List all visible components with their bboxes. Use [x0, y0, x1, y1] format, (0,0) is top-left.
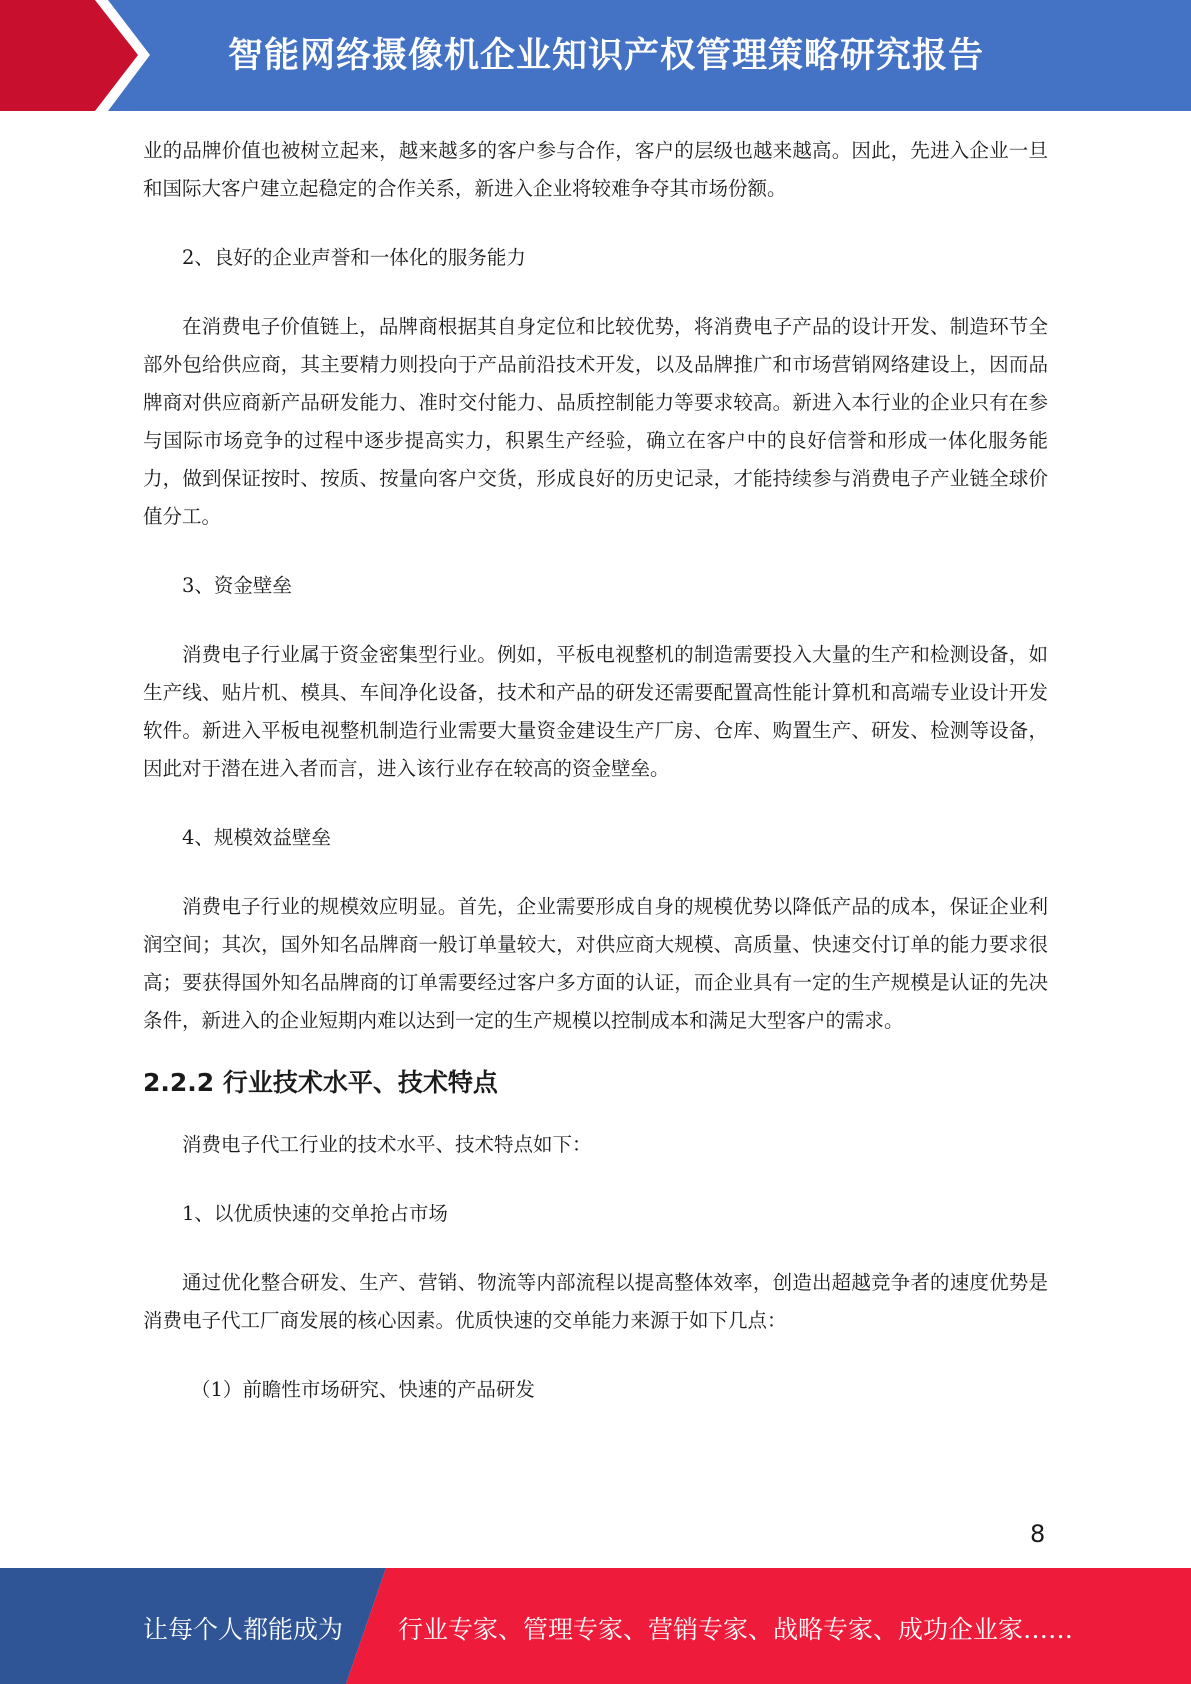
paragraph: 通过优化整合研发、生产、营销、物流等内部流程以提高整体效率，创造出超越竞争者的速度优势是消费电子代工厂商发展的核心因素。优质快速的交单能力来源于如下几点：: [143, 1271, 1048, 1332]
section-heading: 2.2.2 行业技术水平、技术特点: [143, 1068, 498, 1097]
footer-slogan-left: 让每个人都能成为: [143, 1615, 344, 1644]
page-header: [0, 0, 1191, 111]
paragraph: 消费电子代工行业的技术水平、技术特点如下：: [182, 1133, 592, 1156]
list-item-heading: 3、资金壁垒: [182, 574, 292, 597]
list-item-heading: 4、规模效益壁垒: [182, 826, 331, 849]
list-item-heading: 2、良好的企业声誉和一体化的服务能力: [182, 246, 526, 269]
paragraph: 业的品牌价值也被树立起来，越来越多的客户参与合作，客户的层级也越来越高。因此，先进入企业一旦和国际大客户建立起稳定的合作关系，新进入企业将较难争夺其市场份额。: [143, 139, 1048, 200]
page-footer: [0, 1568, 1191, 1684]
document-body: [143, 132, 1048, 1409]
footer-slogan-right: 行业专家、管理专家、营销专家、战略专家、成功企业家……: [398, 1615, 1074, 1644]
paragraph: 消费电子行业属于资金密集型行业。例如，平板电视整机的制造需要投入大量的生产和检测设备，如生产线、贴片机、模具、车间净化设备，技术和产品的研发还需要配置高性能计算机和高端专业设计开发软件。新进入平板电视整机制造行业需要大量资金建设生产厂房、仓库、购置生产、研发、检测等设备，因此对于潜在进入者而言，进入该行业存在较高的资金壁垒。: [143, 643, 1048, 780]
paragraph: 在消费电子价值链上，品牌商根据其自身定位和比较优势，将消费电子产品的设计开发、制造环节全部外包给供应商，其主要精力则投向于产品前沿技术开发，以及品牌推广和市场营销网络建设上，因而品牌商对供应商新产品研发能力、准时交付能力、品质控制能力等要求较高。新进入本行业的企业只有在参与国际市场竞争的过程中逐步提高实力，积累生产经验，确立在客户中的良好信誉和形成一体化服务能力，做到保证按时、按质、按量向客户交货，形成良好的历史记录，才能持续参与消费电子产业链全球价值分工。: [143, 315, 1048, 528]
list-item-heading: 1、以优质快速的交单抢占市场: [182, 1202, 448, 1225]
header-red-chevron: [0, 0, 150, 111]
page-number: 8: [1030, 1520, 1046, 1548]
paragraph: 消费电子行业的规模效应明显。首先，企业需要形成自身的规模优势以降低产品的成本，保证企业利润空间；其次，国外知名品牌商一般订单量较大，对供应商大规模、高质量、快速交付订单的能力要求很高；要获得国外知名品牌商的订单需要经过客户多方面的认证，而企业具有一定的生产规模是认证的先决条件，新进入的企业短期内难以达到一定的生产规模以控制成本和满足大型客户的需求。: [143, 895, 1048, 1032]
document-title: 智能网络摄像机企业知识产权管理策略研究报告: [228, 36, 985, 76]
sub-list-item-heading: （1）前瞻性市场研究、快速的产品研发: [191, 1378, 535, 1401]
